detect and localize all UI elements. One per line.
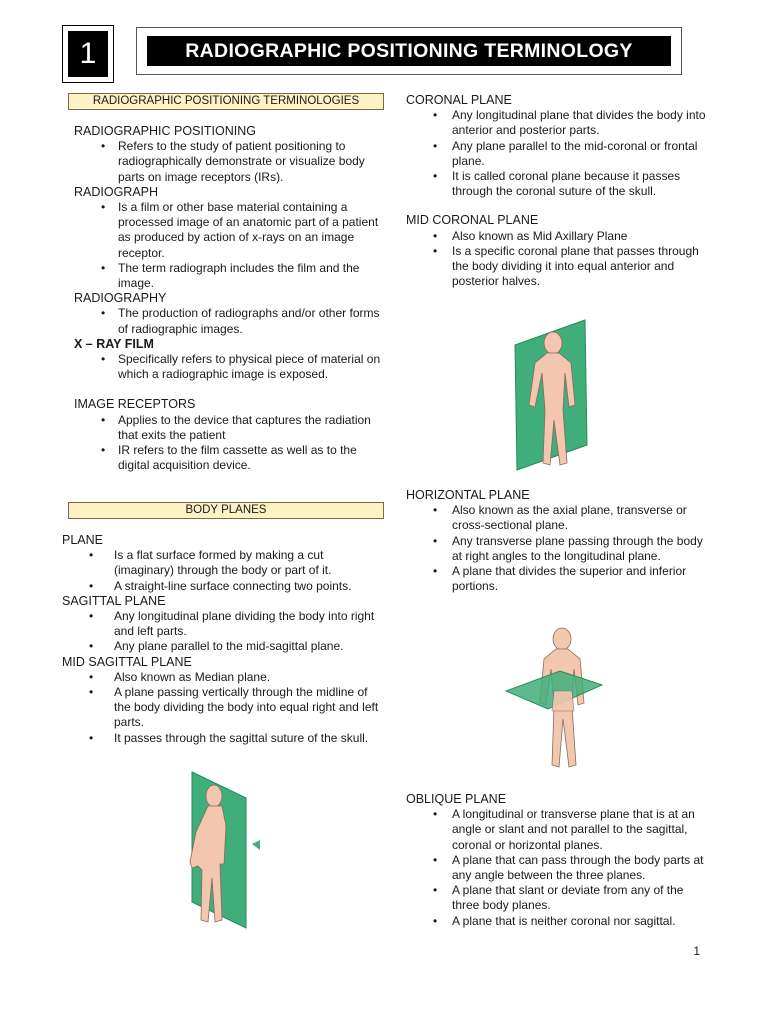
list-item: • A plane passing vertically through the midline of the body dividing the body into equal right and left parts. xyxy=(62,685,386,731)
list-item: • Also known as Median plane. xyxy=(62,670,386,685)
list-item: • It passes through the sagittal suture of the skull. xyxy=(62,731,386,746)
plane-heading: HORIZONTAL PLANE xyxy=(406,488,530,502)
list-item: • It is called coronal plane because it passes through the coronal suture of the skull. xyxy=(406,169,706,199)
chapter-number-box xyxy=(62,25,114,83)
list-item: • Any longitudinal plane dividing the body into right and left parts. xyxy=(62,609,386,639)
horizontal-plane-figure-icon xyxy=(502,625,607,775)
list-item: • A longitudinal or transverse plane that is at an angle or slant and not parallel to the sagittal, coronal or horizontal planes. xyxy=(406,807,706,853)
list-item: • Is a flat surface formed by making a cut (imaginary) through the body or part of it. xyxy=(62,548,386,578)
list-item: • Applies to the device that captures the radiation that exits the patient xyxy=(74,413,386,443)
list-item: • Also known as the axial plane, transverse or cross-sectional plane. xyxy=(406,503,706,533)
plane-heading: MID SAGITTAL PLANE xyxy=(62,654,192,669)
term-heading: IMAGE RECEPTORS xyxy=(74,397,196,412)
plane-heading: OBLIQUE PLANE xyxy=(406,792,507,806)
right-column-top xyxy=(406,93,706,289)
section-banner-terminologies: RADIOGRAPHIC POSITIONING TERMINOLOGIES xyxy=(68,93,384,110)
page-title: RADIOGRAPHIC POSITIONING TERMINOLOGY xyxy=(147,36,671,66)
list-item: • The term radiograph includes the film and the image. xyxy=(74,261,386,291)
chapter-number: 1 xyxy=(68,31,108,77)
list-item: • A plane that slant or deviate from any of the three body planes. xyxy=(406,883,706,913)
section-banner-body-planes: BODY PLANES xyxy=(68,502,384,519)
list-item: • A plane that can pass through the body parts at any angle between the three planes. xyxy=(406,853,706,883)
term-heading: X – RAY FILM xyxy=(74,336,154,351)
list-item: • Is a specific coronal plane that passes through the body dividing it into equal anterior and posterior halves. xyxy=(406,244,706,290)
page-number: 1 xyxy=(693,944,700,958)
list-item: • Any plane parallel to the mid-coronal or frontal plane. xyxy=(406,139,706,169)
list-item: • Any plane parallel to the mid-sagittal plane. xyxy=(62,639,386,654)
list-item: • A plane that divides the superior and inferior portions. xyxy=(406,564,706,594)
sagittal-plane-figure-icon xyxy=(180,770,270,930)
plane-heading: CORONAL PLANE xyxy=(406,93,512,107)
left-column-planes xyxy=(62,502,386,746)
title-box xyxy=(136,27,682,75)
list-item: • Any longitudinal plane that divides the body into anterior and posterior parts. xyxy=(406,108,706,138)
list-item: • A plane that is neither coronal nor sagittal. xyxy=(406,914,706,929)
term-heading: RADIOGRAPHY xyxy=(74,291,167,306)
left-column-terms xyxy=(62,93,386,473)
list-item: • A straight-line surface connecting two points. xyxy=(62,579,386,594)
list-item: • Refers to the study of patient positioning to radiographically demonstrate or visualize body parts on image receptors (IRs). xyxy=(74,139,386,185)
right-column-bottom xyxy=(406,792,706,929)
plane-heading: SAGITTAL PLANE xyxy=(62,593,166,608)
list-item: • Specifically refers to physical piece of material on which a radiographic image is exposed. xyxy=(74,352,386,382)
term-heading: RADIOGRAPH xyxy=(74,184,159,199)
term-heading: RADIOGRAPHIC POSITIONING xyxy=(74,124,256,138)
coronal-plane-figure-icon xyxy=(505,315,595,475)
list-item: • Also known as Mid Axillary Plane xyxy=(406,229,706,244)
list-item: • Is a film or other base material containing a processed image of an anatomic part of a patient as produced by action of x-rays on an image receptor. xyxy=(74,200,386,261)
plane-heading: PLANE xyxy=(62,533,103,547)
list-item: • Any transverse plane passing through the body at right angles to the longitudinal plane. xyxy=(406,534,706,564)
plane-heading: MID CORONAL PLANE xyxy=(406,213,539,228)
list-item: • The production of radiographs and/or other forms of radiographic images. xyxy=(74,306,386,336)
list-item: • IR refers to the film cassette as well as to the digital acquisition device. xyxy=(74,443,386,473)
right-column-middle xyxy=(406,488,706,594)
